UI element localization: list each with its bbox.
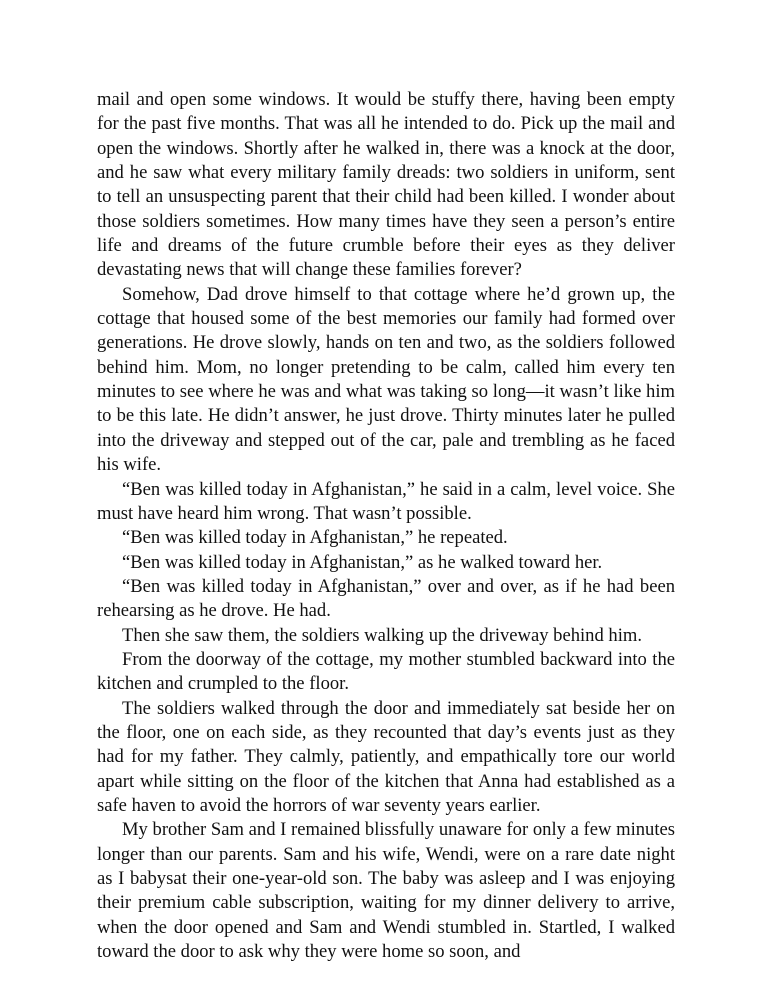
paragraph-continued: mail and open some windows. It would be stuffy there, having been empty for the past five months. That was all he intended to do. Pick up the mail and open the windows. Shortly after he walked in, there was a knock at the door, and he saw what every military family dreads: two soldiers in uniform, sent to tell an unsuspecting parent that their child had been killed. I wonder about those soldiers sometimes. How many times have they seen a person’s entire life and dreams of the future crumble before their eyes as they deliver devastating news that will change these families forever? <box>97 89 675 281</box>
book-page-body <box>97 88 675 964</box>
paragraph: From the doorway of the cottage, my mother stumbled backward into the kitchen and crumpled to the floor. <box>97 648 675 695</box>
paragraph: The soldiers walked through the door and immediately sat beside her on the floor, one on each side, as they recounted that day’s events just as they had for my father. They calmly, patiently, and empathically tore our world apart while sitting on the floor of the kitchen that Anna had established as a safe haven to avoid the horrors of war seventy years earlier. <box>97 697 675 816</box>
paragraph: “Ben was killed today in Afghanistan,” he said in a calm, level voice. She must have heard him wrong. That wasn’t possible. <box>97 478 675 524</box>
paragraph: My brother Sam and I remained blissfully unaware for only a few minutes longer than our parents. Sam and his wife, Wendi, were on a rare date night as I babysat their one-year-old son. The baby was asleep and I was enjoying their premium cable subscription, waiting for my dinner delivery to arrive, when the door opened and Sam and Wendi stumbled in. Startled, I walked toward the door to ask why they were home so soon, and <box>97 819 675 963</box>
paragraph: Then she saw them, the soldiers walking up the driveway behind him. <box>122 624 642 646</box>
paragraph: “Ben was killed today in Afghanistan,” he repeated. <box>122 527 508 549</box>
paragraph: “Ben was killed today in Afghanistan,” as he walked toward her. <box>122 551 603 573</box>
paragraph: Somehow, Dad drove himself to that cottage where he’d grown up, the cottage that housed some of the best memories our family had formed over generations. He drove slowly, hands on ten and two, as the soldiers followed behind him. Mom, no longer pretending to be calm, called him every ten minutes to see where he was and what was taking so long—it wasn’t like him to be this late. He didn’t answer, he just drove. Thirty minutes later he pulled into the driveway and stepped out of the car, pale and trembling as he faced his wife. <box>97 283 675 476</box>
paragraph: “Ben was killed today in Afghanistan,” over and over, as if he had been rehearsing as he drove. He had. <box>97 575 675 622</box>
